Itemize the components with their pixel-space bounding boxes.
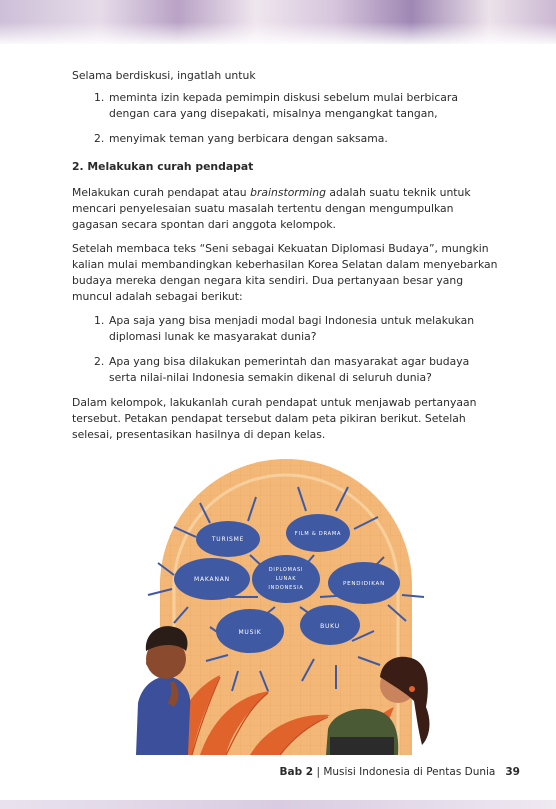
paragraph-instruction: Dalam kelompok, lakukanlah curah pendapat untuk menjawab pertanyaan tersebut. Petakan pendapat tersebut dalam peta pikiran berikut. Setelah selesai, presentasikan hasilnya di depan kelas.	[72, 396, 477, 441]
list-item: 1. Apa saja yang bisa menjadi modal bagi Indonesia untuk melakukan diplomasi lunak ke masyarakat dunia?	[94, 314, 475, 343]
node-label-buku: BUKU	[320, 623, 340, 630]
node-label-musik: MUSIK	[238, 629, 262, 636]
intro-text: Selama berdiskusi, ingatlah untuk	[72, 69, 256, 82]
center-label-line3: INDONESIA	[268, 585, 304, 591]
list-item: 1. meminta izin kepada pemimpin diskusi sebelum mulai berbicara dengan cara yang disepakati, misalnya mengangkat tangan,	[94, 91, 458, 120]
page-footer	[280, 766, 520, 778]
center-label-line2: LUNAK	[275, 576, 297, 582]
list-item: 2. Apa yang bisa dilakukan pemerintah dan masyarakat agar budaya serta nilai-nilai Indonesia semakin dikenal di seluruh dunia?	[94, 355, 470, 384]
page-number: 39	[505, 766, 520, 778]
discussion-rules-list	[72, 90, 498, 147]
footer-title: Musisi Indonesia di Pentas Dunia	[323, 766, 496, 778]
paragraph-context: Setelah membaca teks “Seni sebagai Kekuatan Diplomasi Budaya”, mungkin kalian mulai membandingkan keberhasilan Korea Selatan dalam menyebarkan budaya mereka dengan negara kita sendiri. Dua pertanyaan besar yang muncul adalah sebagai berikut:	[72, 242, 498, 303]
footer-separator: |	[313, 766, 324, 778]
list-item: 2. menyimak teman yang berbicara dengan saksama.	[94, 132, 388, 145]
node-label-film-drama: FILM & DRAMA	[294, 531, 342, 537]
footer-chapter: Bab 2	[279, 766, 314, 778]
node-label-makanan: MAKANAN	[194, 576, 230, 583]
questions-list	[72, 313, 498, 386]
bottom-decoration	[0, 800, 556, 809]
paragraph-brainstorming: Melakukan curah pendapat atau brainstorming adalah suatu teknik untuk mencari penyelesaian suatu masalah tertentu dengan mengumpulkan gagasan secara spontan dari anggota kelompok.	[72, 186, 471, 231]
section-heading: 2. Melakukan curah pendapat	[72, 160, 254, 173]
node-label-turisme: TURISME	[211, 536, 245, 543]
node-label-pendidikan: PENDIDIKAN	[342, 581, 386, 587]
center-label-line1: DIPLOMASI	[268, 567, 304, 573]
student-boy-figure	[136, 626, 190, 755]
header-banner-image	[0, 0, 556, 44]
page-content	[72, 68, 498, 451]
mindmap-illustration	[130, 445, 442, 755]
